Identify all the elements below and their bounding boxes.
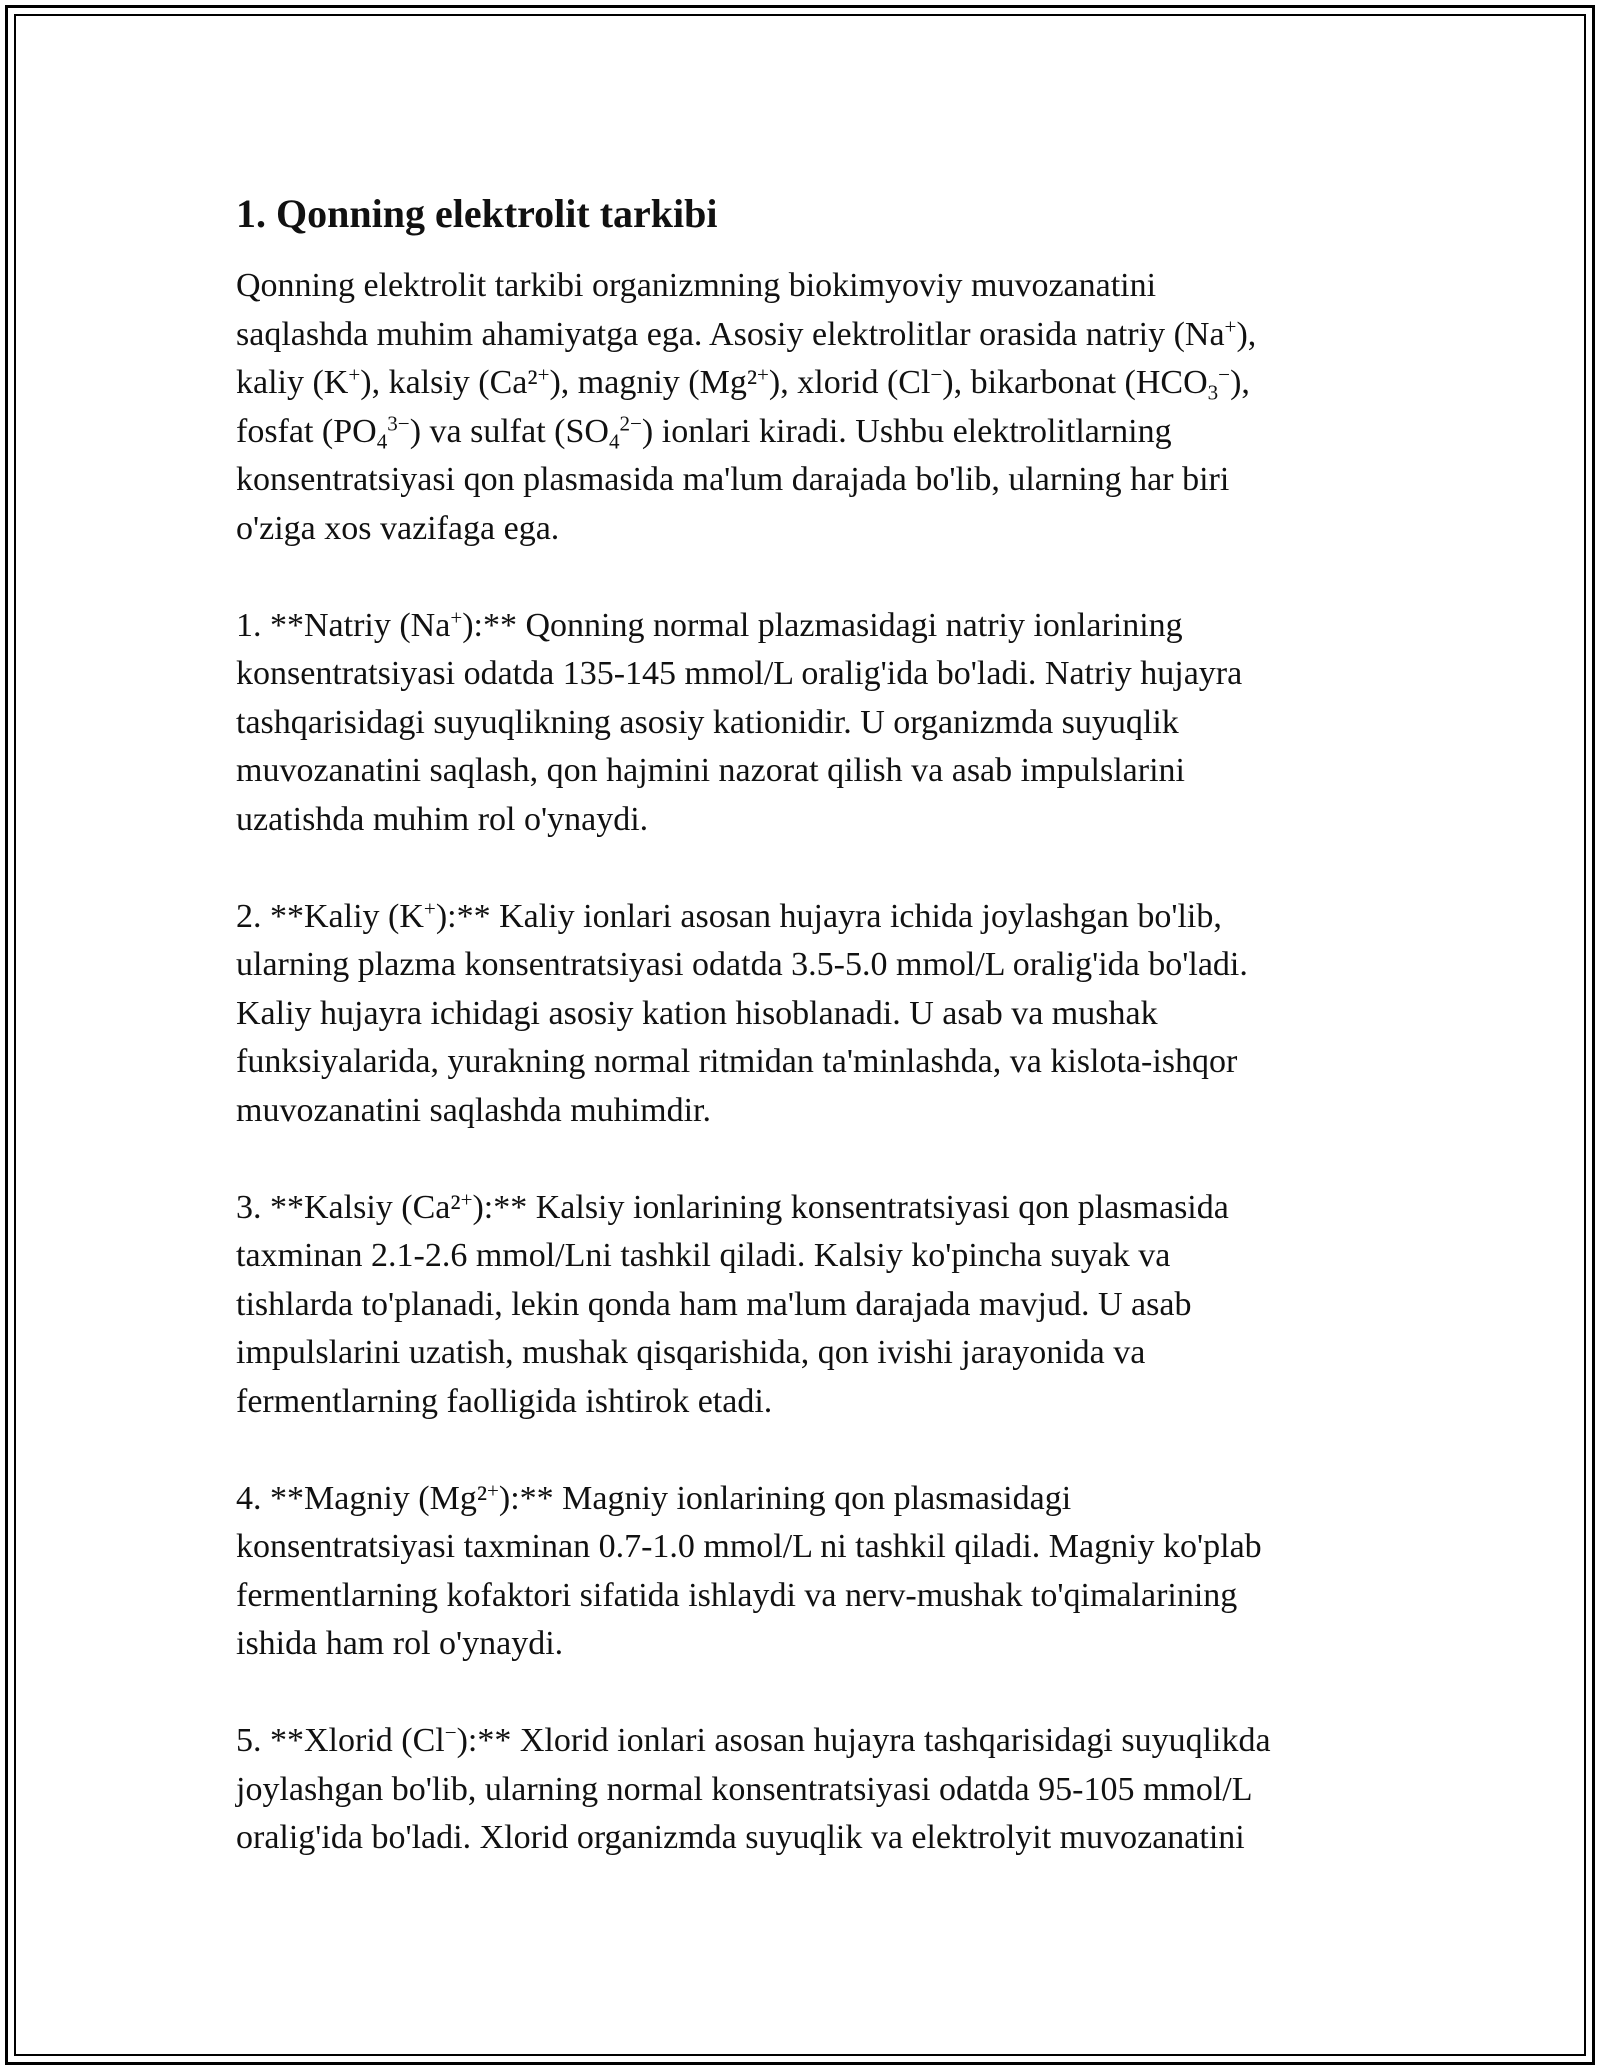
text-line (236, 456, 1366, 505)
text-line: uzatishda muhim rol o'ynaydi. (236, 800, 649, 838)
subscript: 4 (608, 428, 620, 453)
text-run: ) ionlari kiradi. Ushbu elektrolitlarning (641, 412, 1172, 450)
superscript: + (460, 1186, 473, 1211)
intro-paragraph (236, 262, 1366, 553)
superscript: 3− (387, 410, 410, 435)
text-run: ):** Kaliy ionlari asosan hujayra ichida joylashgan bo'lib, (435, 897, 1222, 935)
text-run: ), (1230, 364, 1250, 401)
superscript: + (537, 362, 550, 387)
superscript: − (1218, 362, 1231, 387)
text-run: 3. **Kalsiy (Ca² (236, 1188, 461, 1226)
text-run: ):** Magniy ionlarining qon plasmasidagi (498, 1479, 1072, 1517)
text-line: tishlarda to'planadi, lekin qonda ham ma'lum darajada mavjud. U asab (236, 1285, 1192, 1323)
text-run: ):** Kalsiy ionlarining konsentratsiyasi qon plasmasida (472, 1188, 1229, 1226)
text-line (236, 408, 1366, 457)
text-run: 2. **Kaliy (K (236, 897, 424, 935)
text-run: o'ziga xos vazifaga ega. (236, 509, 560, 547)
text-line (236, 505, 1366, 554)
subscript: 4 (376, 428, 388, 453)
text-line: konsentratsiyasi odatda 135-145 mmol/L oralig'ida bo'ladi. Natriy hujayra (236, 655, 1243, 692)
text-line (236, 602, 1366, 651)
text-run: ), bikarbonat (HCO (942, 364, 1208, 401)
text-line (236, 1184, 1366, 1233)
text-line: impulslarini uzatish, mushak qisqarishida, qon ivishi jarayonida va (236, 1334, 1146, 1371)
document-body (236, 186, 1366, 1911)
text-run: 1. **Natriy (Na (236, 606, 451, 644)
superscript: + (348, 362, 361, 387)
text-run: konsentratsiyasi qon plasmasida ma'lum darajada bo'lib, ularning har biri (236, 461, 1230, 498)
text-run: ), (1236, 315, 1257, 353)
text-line: fermentlarning kofaktori sifatida ishlaydi va nerv-mushak to'qimalarining (236, 1576, 1238, 1614)
superscript: + (757, 362, 769, 387)
text-run: 5. **Xlorid (Cl (236, 1722, 445, 1759)
text-line: muvozanatini saqlashda muhimdir. (236, 1091, 711, 1129)
text-line (236, 1475, 1366, 1524)
text-line: muvozanatini saqlash, qon hajmini nazorat qilish va asab impulslarini (236, 752, 1185, 789)
superscript: + (1224, 313, 1237, 338)
text-run: ) va sulfat (SO (409, 412, 609, 450)
superscript: + (450, 604, 463, 629)
text-line: Kaliy hujayra ichidagi asosiy kation hisoblanadi. U asab va mushak (236, 994, 1158, 1032)
superscript: 2− (619, 410, 642, 435)
subscript: 3 (1207, 380, 1219, 405)
list-item-xlorid (236, 1717, 1366, 1863)
superscript: + (423, 895, 436, 920)
section-heading: 1. Qonning elektrolit tarkibi (236, 191, 718, 236)
text-run: ), kalsiy (Ca² (360, 364, 538, 401)
text-line: taxminan 2.1-2.6 mmol/Lni tashkil qiladi. Kalsiy ko'pincha suyak va (236, 1237, 1171, 1274)
text-line: ishida ham rol o'ynaydi. (236, 1625, 564, 1662)
text-run: saqlashda muhim ahamiyatga ega. Asosiy elektrolitlar orasida natriy (Na (236, 315, 1225, 353)
text-run: Qonning elektrolit tarkibi organizmning biokimyoviy muvozanatini (236, 267, 1157, 304)
text-run: fosfat (PO (236, 412, 377, 450)
text-line: konsentratsiyasi taxminan 0.7-1.0 mmol/L ni tashkil qiladi. Magniy ko'plab (236, 1528, 1262, 1565)
text-run: ):** Xlorid ionlari asosan hujayra tashqarisidagi suyuqlikda (456, 1722, 1271, 1759)
superscript: − (930, 362, 943, 387)
list-item-magniy (236, 1475, 1366, 1669)
text-line (236, 893, 1366, 942)
list-item-natriy (236, 602, 1366, 845)
text-run: kaliy (K (236, 364, 349, 401)
text-line (236, 1717, 1366, 1766)
text-run: ), xlorid (Cl (768, 364, 931, 401)
text-line: funksiyalarida, yurakning normal ritmidan ta'minlashda, va kislota-ishqor (236, 1043, 1238, 1080)
text-line: tashqarisidagi suyuqlikning asosiy kationidir. U organizmda suyuqlik (236, 703, 1179, 741)
text-line: joylashgan bo'lib, ularning normal konsentratsiyasi odatda 95-105 mmol/L (236, 1770, 1253, 1808)
list-item-kaliy (236, 893, 1366, 1136)
text-line: fermentlarning faolligida ishtirok etadi. (236, 1382, 773, 1420)
text-run: ):** Qonning normal plazmasidagi natriy ionlarining (462, 606, 1183, 644)
text-line (236, 359, 1366, 408)
text-line: ularning plazma konsentratsiyasi odatda 3.5-5.0 mmol/L oralig'ida bo'ladi. (236, 946, 1248, 983)
list-item-kalsiy (236, 1184, 1366, 1427)
superscript: − (444, 1720, 457, 1745)
text-run: 4. **Magniy (Mg² (236, 1479, 488, 1517)
text-run: ), magniy (Mg² (549, 364, 758, 401)
superscript: + (487, 1477, 499, 1502)
text-line (236, 311, 1366, 360)
text-line: oralig'ida bo'ladi. Xlorid organizmda suyuqlik va elektrolyit muvozanatini (236, 1819, 1245, 1856)
text-line (236, 262, 1366, 311)
